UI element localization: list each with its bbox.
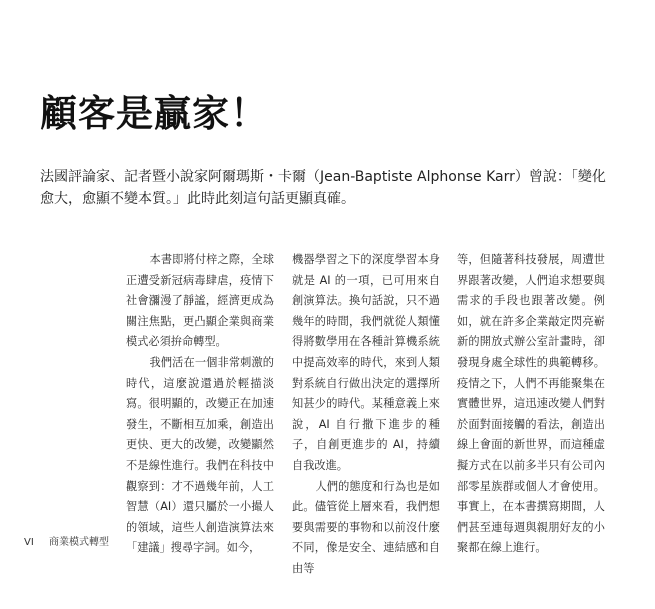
chapter-title: 顧客是贏家！ [40, 92, 268, 135]
body-paragraph: 我們活在一個非常刺激的時代，這麼說還過於輕描淡寫。很明顯的，改變正在加速發生，不斷相互加乘，創造出更快、更大的改變，改變顯然不是線性進行。我們在科技中觀察到：才不過幾年前，人工智慧（AI）還只屬於一小撮人的領域，這些人創造演算法來「建議」搜尋字詞。如今， [126, 355, 274, 555]
body-paragraph: 本書即將付梓之際，全球正遭受新冠病毒肆虐，疫情下社會瀰漫了靜謐，經濟更成為關注焦點，更凸顯企業與商業模式必須拚命轉型。 [126, 253, 274, 349]
page-footer [24, 533, 109, 548]
body-paragraph: 機器學習之下的深度學習本身就是 AI 的一項，已可用來自創演算法。換句話說，只不過幾年的時間，我們就從人類懂得將數學用在各種計算機系統中提高效率的時代，來到人類對系統自行做出決定的選擇所知甚少的時代。某種意義上來說，AI 自行撒下進步的種子，自創更進步的 AI，持續自我改進。 [292, 253, 440, 472]
page-number: VI [24, 537, 34, 548]
running-title: 商業模式轉型 [48, 537, 109, 548]
text-column-1 [126, 250, 274, 559]
intro-paragraph: 法國評論家、記者暨小說家阿爾瑪斯・卡爾（Jean-Baptiste Alphonse Karr）曾說：「變化愈大，愈顯不變本質。」此時此刻這句話更顯真確。 [40, 169, 606, 207]
text-column-3 [457, 250, 605, 559]
body-paragraph: 人們的態度和行為也是如此。儘管從上層來看，我們想要與需要的事物和以前沒什麼不同，像是安全、連結感和自由等 [292, 479, 440, 575]
text-column-2 [292, 250, 440, 580]
body-paragraph: 等，但隨著科技發展，周遭世界跟著改變，人們追求想要與需求的手段也跟著改變。例如，就在許多企業敲定閃亮嶄新的開放式辦公室計畫時，卻發現身處全球性的典範轉移。疫情之下，人們不再能聚集在實體世界，這迅速改變人們對於面對面接觸的看法，創造出線上會面的新世界，而這種虛擬方式在以前多半只有公司內部零星族群或個人才會使用。事實上，在本書撰寫期間，人們甚至連每週與親朋好友的小聚都在線上進行。 [457, 253, 605, 555]
